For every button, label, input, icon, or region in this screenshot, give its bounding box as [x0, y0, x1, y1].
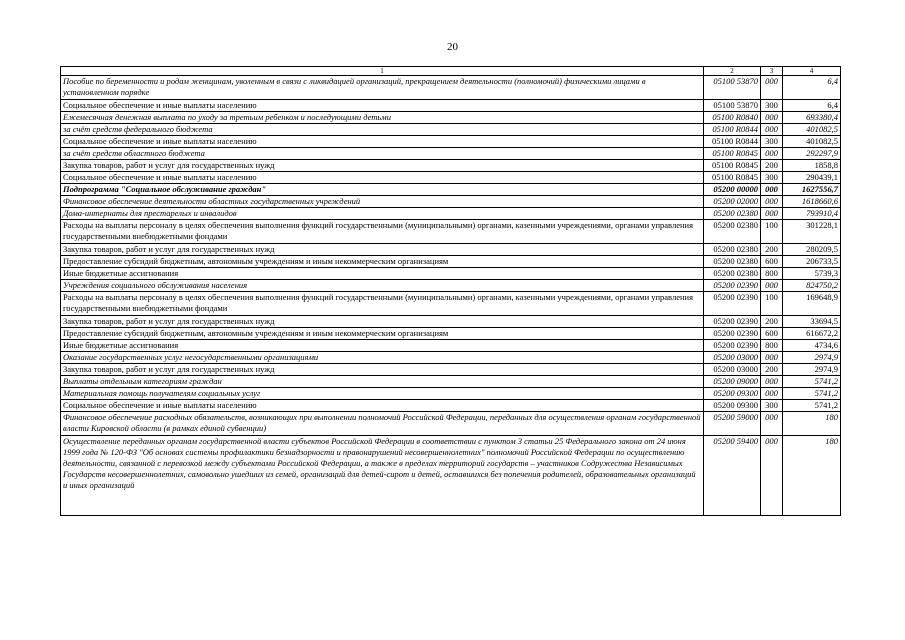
row-type-cell: 300: [761, 136, 783, 148]
row-type-cell: 200: [761, 316, 783, 328]
row-amount-cell: 33694,5: [783, 316, 841, 328]
row-type-cell: 800: [761, 268, 783, 280]
row-amount-cell: 401082,5: [783, 124, 841, 136]
row-type-cell: 200: [761, 364, 783, 376]
row-code-cell: 05200 02390: [704, 328, 761, 340]
table-row: [61, 364, 841, 376]
row-type-cell: 000: [761, 196, 783, 208]
row-type-cell: 000: [761, 208, 783, 220]
row-name-cell: Социальное обеспечение и иные выплаты населению: [61, 400, 704, 412]
row-name-cell: Социальное обеспечение и иные выплаты населению: [61, 172, 704, 184]
row-code-cell: 05200 09000: [704, 376, 761, 388]
row-type-cell: 000: [761, 76, 783, 100]
row-type-cell: 300: [761, 172, 783, 184]
row-amount-cell: 5739,3: [783, 268, 841, 280]
budget-table: [60, 66, 841, 516]
row-type-cell: 000: [761, 436, 783, 516]
table-row: [61, 124, 841, 136]
row-type-cell: 000: [761, 412, 783, 436]
row-amount-cell: 6,4: [783, 100, 841, 112]
row-name-cell: Предоставление субсидий бюджетным, автономным учреждениям и иным некоммерческим организациям: [61, 256, 704, 268]
row-code-cell: 05200 02390: [704, 292, 761, 316]
page-number: 20: [447, 41, 458, 53]
row-name-cell: за счёт средств областного бюджета: [61, 148, 704, 160]
row-amount-cell: 180: [783, 412, 841, 436]
row-name-cell: Ежемесячная денежная выплата по уходу за третьим ребенком и последующими детьми: [61, 112, 704, 124]
row-type-cell: 000: [761, 352, 783, 364]
row-type-cell: 200: [761, 244, 783, 256]
row-code-cell: 05200 02380: [704, 256, 761, 268]
row-name-cell: Социальное обеспечение и иные выплаты населению: [61, 136, 704, 148]
table-row: [61, 340, 841, 352]
row-type-cell: 300: [761, 400, 783, 412]
row-type-cell: 000: [761, 148, 783, 160]
row-code-cell: 05200 09300: [704, 400, 761, 412]
row-amount-cell: 1627556,7: [783, 184, 841, 196]
table-row: [61, 160, 841, 172]
row-amount-cell: 169648,9: [783, 292, 841, 316]
row-amount-cell: 1618660,6: [783, 196, 841, 208]
row-code-cell: 05100 R0844: [704, 136, 761, 148]
row-code-cell: 05200 02390: [704, 316, 761, 328]
row-name-cell: Закупка товаров, работ и услуг для государственных нужд: [61, 160, 704, 172]
table-row: [61, 412, 841, 436]
table-row: [61, 76, 841, 100]
table-row: [61, 148, 841, 160]
row-amount-cell: 793910,4: [783, 208, 841, 220]
row-name-cell: Финансовое обеспечение деятельности областных государственных учреждений: [61, 196, 704, 208]
row-amount-cell: 290439,1: [783, 172, 841, 184]
row-amount-cell: 301228,1: [783, 220, 841, 244]
row-type-cell: 300: [761, 100, 783, 112]
row-type-cell: 600: [761, 256, 783, 268]
row-type-cell: 200: [761, 160, 783, 172]
table-row: [61, 196, 841, 208]
row-type-cell: 000: [761, 112, 783, 124]
table-row: [61, 220, 841, 244]
column-header-name: 1: [61, 67, 704, 76]
table-header-row: [61, 67, 841, 76]
row-name-cell: за счёт средств федерального бюджета: [61, 124, 704, 136]
row-code-cell: 05200 02390: [704, 280, 761, 292]
row-code-cell: 05200 02380: [704, 268, 761, 280]
row-type-cell: 600: [761, 328, 783, 340]
row-code-cell: 05100 R0845: [704, 160, 761, 172]
table-row: [61, 292, 841, 316]
row-amount-cell: 824750,2: [783, 280, 841, 292]
row-code-cell: 05100 R0844: [704, 124, 761, 136]
row-amount-cell: 2974,9: [783, 352, 841, 364]
row-name-cell: Иные бюджетные ассигнования: [61, 340, 704, 352]
row-code-cell: 05200 00000: [704, 184, 761, 196]
row-code-cell: 05200 09300: [704, 388, 761, 400]
row-amount-cell: 5741,2: [783, 388, 841, 400]
table-row: [61, 376, 841, 388]
table-row: [61, 256, 841, 268]
row-type-cell: 000: [761, 376, 783, 388]
table-row: [61, 388, 841, 400]
row-amount-cell: 280209,5: [783, 244, 841, 256]
row-code-cell: 05100 53870: [704, 76, 761, 100]
row-type-cell: 000: [761, 124, 783, 136]
row-code-cell: 05200 59400: [704, 436, 761, 516]
table-row: [61, 100, 841, 112]
row-code-cell: 05200 03000: [704, 352, 761, 364]
row-name-cell: Выплаты отдельным категориям граждан: [61, 376, 704, 388]
row-type-cell: 000: [761, 388, 783, 400]
row-name-cell: Социальное обеспечение и иные выплаты населению: [61, 100, 704, 112]
table-row: [61, 172, 841, 184]
row-code-cell: 05200 59000: [704, 412, 761, 436]
table-row: [61, 280, 841, 292]
table-row: [61, 136, 841, 148]
row-type-cell: 000: [761, 184, 783, 196]
table-row: [61, 352, 841, 364]
row-name-cell: Иные бюджетные ассигнования: [61, 268, 704, 280]
row-name-cell: Финансовое обеспечение расходных обязательств, возникающих при выполнении полномочий Российской Федерации, переданных для осуществления органам государственной власти Кировской области (в рамках единой субвенции): [61, 412, 704, 436]
row-amount-cell: 180: [783, 436, 841, 516]
row-amount-cell: 5741,2: [783, 376, 841, 388]
row-amount-cell: 292297,9: [783, 148, 841, 160]
table-row: [61, 316, 841, 328]
row-amount-cell: 6,4: [783, 76, 841, 100]
row-amount-cell: 1858,8: [783, 160, 841, 172]
table-row: [61, 184, 841, 196]
row-code-cell: 05100 R0840: [704, 112, 761, 124]
row-amount-cell: 2974,9: [783, 364, 841, 376]
row-name-cell: Оказание государственных услуг негосударственными организациями: [61, 352, 704, 364]
table-row: [61, 328, 841, 340]
row-amount-cell: 5741,2: [783, 400, 841, 412]
row-code-cell: 05200 02380: [704, 208, 761, 220]
row-amount-cell: 616672,2: [783, 328, 841, 340]
row-name-cell: Материальная помощь получателям социальных услуг: [61, 388, 704, 400]
row-type-cell: 100: [761, 220, 783, 244]
row-amount-cell: 693380,4: [783, 112, 841, 124]
column-header-code: 2: [704, 67, 761, 76]
row-code-cell: 05100 R0845: [704, 148, 761, 160]
row-name-cell: Дома-интернаты для престарелых и инвалидов: [61, 208, 704, 220]
table-row: [61, 208, 841, 220]
row-name-cell: Закупка товаров, работ и услуг для государственных нужд: [61, 364, 704, 376]
row-code-cell: 05200 02380: [704, 220, 761, 244]
row-name-cell: Предоставление субсидий бюджетным, автономным учреждениям и иным некоммерческим организациям: [61, 328, 704, 340]
table-row: [61, 244, 841, 256]
column-header-amount: 4: [783, 67, 841, 76]
row-amount-cell: 4734,6: [783, 340, 841, 352]
row-name-cell: Закупка товаров, работ и услуг для государственных нужд: [61, 244, 704, 256]
row-name-cell: Закупка товаров, работ и услуг для государственных нужд: [61, 316, 704, 328]
row-name-cell: Пособие по беременности и родам женщинам, уволенным в связи с ликвидацией организаций, прекращением деятельности (полномочий) физическими лицами в установленном порядке: [61, 76, 704, 100]
row-code-cell: 05200 02000: [704, 196, 761, 208]
row-name-cell: Осуществление переданных органам государственной власти субъектов Российской Федерации в соответствии с пунктом 3 статьи 25 Федерального закона от 24 июня 1999 года № 120-ФЗ "Об основах системы профилактики безнадзорности и правонарушений несовершеннолетних" полномочий Российской Федерации по осуществлению деятельности, связанной с перевозкой между субъектами Российской Федерации, а также в пределах территорий государств – участников Содружества Независимых Государств несовершеннолетних, самовольно ушедших из семей, организаций для детей-сирот и детей, оставшихся без попечения родителей, образовательных организаций и иных организаций: [61, 436, 704, 516]
row-amount-cell: 206733,5: [783, 256, 841, 268]
row-amount-cell: 401082,5: [783, 136, 841, 148]
row-code-cell: 05200 02390: [704, 340, 761, 352]
row-name-cell: Подпрограмма "Социальное обслуживание граждан": [61, 184, 704, 196]
table-row: [61, 112, 841, 124]
row-type-cell: 100: [761, 292, 783, 316]
row-type-cell: 800: [761, 340, 783, 352]
table-row: [61, 400, 841, 412]
row-code-cell: 05200 03000: [704, 364, 761, 376]
table-row: [61, 268, 841, 280]
table-row: [61, 436, 841, 516]
column-header-type: 3: [761, 67, 783, 76]
row-type-cell: 000: [761, 280, 783, 292]
row-code-cell: 05100 R0845: [704, 172, 761, 184]
row-name-cell: Учреждения социального обслуживания населения: [61, 280, 704, 292]
row-name-cell: Расходы на выплаты персоналу в целях обеспечения выполнения функций государственными (муниципальными) органами, казенными учреждениями, органами управления государственными внебюджетными фондами: [61, 292, 704, 316]
row-code-cell: 05200 02380: [704, 244, 761, 256]
row-code-cell: 05100 53870: [704, 100, 761, 112]
row-name-cell: Расходы на выплаты персоналу в целях обеспечения выполнения функций государственными (муниципальными) органами, казенными учреждениями, органами управления государственными внебюджетными фондами: [61, 220, 704, 244]
